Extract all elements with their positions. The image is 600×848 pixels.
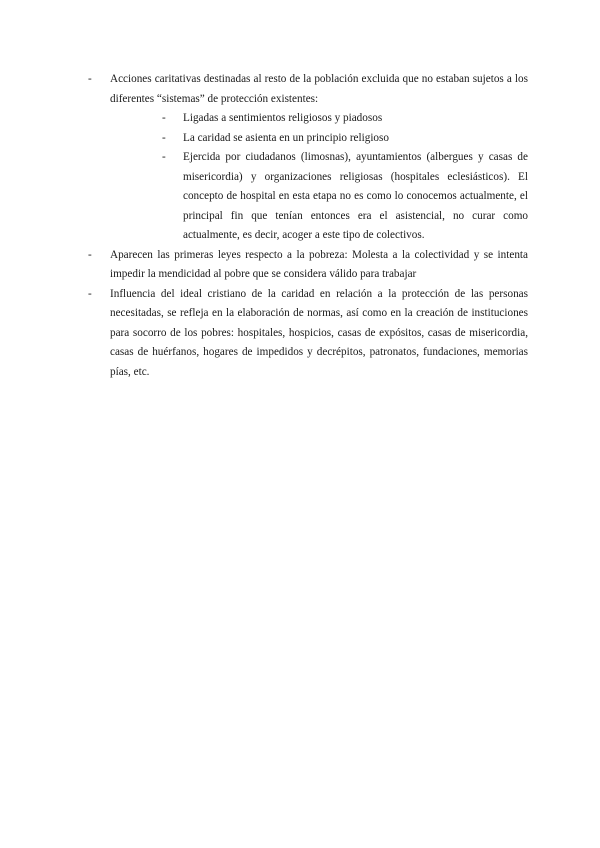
dash-bullet: - [162,151,166,163]
sub-list-item-text: La caridad se asienta en un principio religioso [183,131,389,144]
list-item [88,285,528,383]
sub-bullet-list [110,109,528,246]
list-item [88,70,528,246]
sub-list-item [162,129,528,149]
sub-list-item [162,109,528,129]
list-item-text: Aparecen las primeras leyes respecto a la pobreza: Molesta a la colectividad y se intenta impedir la mendicidad al pobre que se considera válido para trabajar [110,248,528,280]
list-item [88,246,528,285]
sub-list-item-text: Ejercida por ciudadanos (limosnas), ayuntamientos (albergues y casas de misericordia) y organizaciones religiosas (hospitales eclesiásticos). El concepto de hospital en esta etapa no es como lo conocemos actualmente, el principal fin que tenían entonces era el asistencial, no curar como actualmente, es decir, acoger a este tipo de colectivos. [183,151,528,241]
dash-bullet: - [88,248,92,261]
dash-bullet: - [88,287,92,300]
list-item-text: Acciones caritativas destinadas al resto de la población excluida que no estaban sujetos a los diferentes “sistemas” de protección existentes: [110,73,528,105]
dash-bullet: - [162,131,166,144]
dash-bullet: - [88,73,92,85]
sub-list-item [162,148,528,246]
dash-bullet: - [162,112,166,124]
list-item-text: Influencia del ideal cristiano de la caridad en relación a la protección de las personas necesitadas, se refleja en la elaboración de normas, así como en la creación de instituciones para socorro de los pobres: hospitales, hospicios, casas de expósitos, casas de misericordia, casas de huérfanos, hogares de impedidos y decrépitos, patronatos, fundaciones, memorias pías, etc. [110,287,528,378]
bullet-list [88,70,528,382]
sub-list-item-text: Ligadas a sentimientos religiosos y piadosos [183,112,383,124]
